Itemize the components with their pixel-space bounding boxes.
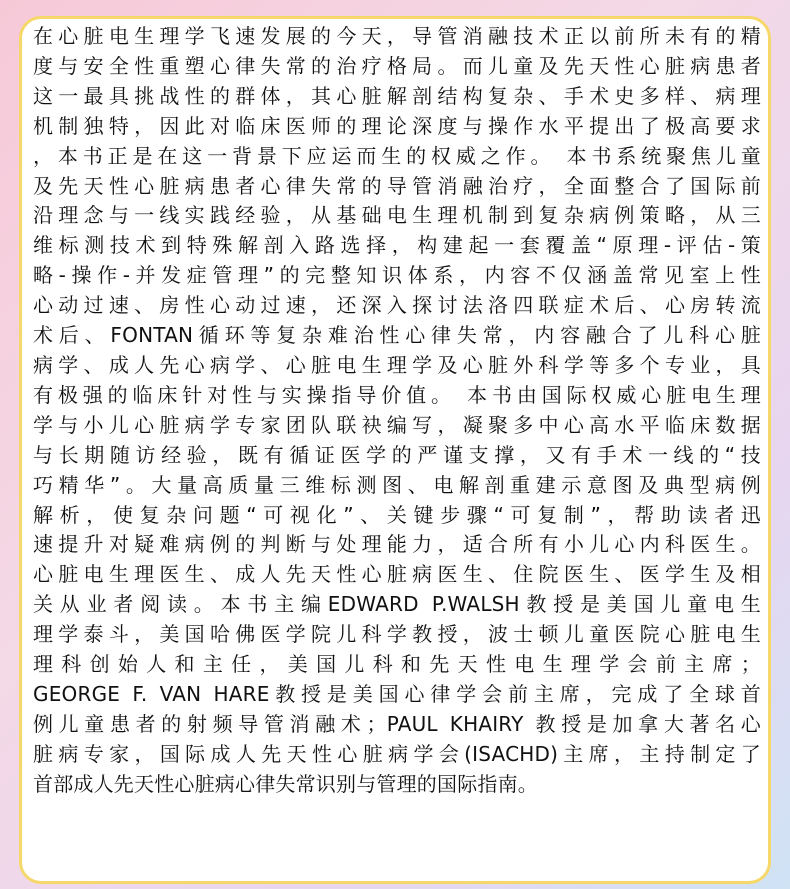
text-line: 与长期随访经验，既有循证医学的严谨支撑，又有手术一线的“技 xyxy=(33,442,761,467)
text-line: GEORGE F. VAN HARE教授是美国心律学会前主席，完成了全球首 xyxy=(33,681,761,706)
text-line: 沿理念与一线实践经验，从基础电生理机制到复杂病例策略，从三 xyxy=(33,203,761,228)
text-line: 术后、FONTAN循环等复杂难治性心律失常，内容融合了儿科心脏 xyxy=(33,323,761,348)
text-line: 理科创始人和主任，美国儿科和先天性电生理学会前主席； xyxy=(33,652,761,677)
text-line: 例儿童患者的射频导管消融术；PAUL KHAIRY 教授是加拿大著名心 xyxy=(33,711,761,736)
text-line: 略-操作-并发症管理”的完整知识体系，内容不仅涵盖常见室上性 xyxy=(33,263,761,288)
text-line: 这一最具挑战性的群体，其心脏解剖结构复杂、手术史多样、病理 xyxy=(33,83,761,108)
text-line: 心动过速、房性心动过速，还深入探讨法洛四联症术后、心房转流 xyxy=(33,293,761,318)
text-line: 病学、成人先心病学、心脏电生理学及心脏外科学等多个专业，具 xyxy=(33,352,761,377)
text-line: 关从业者阅读。本书主编EDWARD P.WALSH教授是美国儿童电生 xyxy=(33,592,761,617)
text-line: ，本书正是在这一背景下应运而生的权威之作。 本书系统聚焦儿童 xyxy=(33,143,761,168)
text-card xyxy=(19,16,771,884)
book-description xyxy=(33,22,761,800)
text-line: 脏病专家，国际成人先天性心脏病学会(ISACHD)主席，主持制定了 xyxy=(33,741,761,766)
text-line: 度与安全性重塑心律失常的治疗格局。而儿童及先天性心脏病患者 xyxy=(33,53,761,78)
text-line: 在心脏电生理学飞速发展的今天，导管消融技术正以前所未有的精 xyxy=(33,24,761,48)
text-line: 理学泰斗，美国哈佛医学院儿科学教授，波士顿儿童医院心脏电生 xyxy=(33,622,761,647)
text-line: 及先天性心脏病患者心律失常的导管消融治疗，全面整合了国际前 xyxy=(33,173,761,198)
text-line: 心脏电生理医生、成人先天性心脏病医生、住院医生、医学生及相 xyxy=(33,562,761,587)
text-line: 维标测技术到特殊解剖入路选择，构建起一套覆盖“原理-评估-策 xyxy=(33,233,761,258)
text-line: 机制独特，因此对临床医师的理论深度与操作水平提出了极高要求 xyxy=(33,113,761,138)
text-line: 首部成人先天性心脏病心律失常识别与管理的国际指南。 xyxy=(33,771,538,796)
text-line: 解析，使复杂问题“可视化”、关键步骤“可复制”，帮助读者迅 xyxy=(33,502,761,527)
text-line: 有极强的临床针对性与实操指导价值。 本书由国际权威心脏电生理 xyxy=(33,382,761,407)
text-line: 学与小儿心脏病学专家团队联袂编写，凝聚多中心高水平临床数据 xyxy=(33,412,761,437)
text-line: 速提升对疑难病例的判断与处理能力，适合所有小儿心内科医生。 xyxy=(33,532,761,557)
text-line: 巧精华”。大量高质量三维标测图、电解剖重建示意图及典型病例 xyxy=(33,472,761,497)
